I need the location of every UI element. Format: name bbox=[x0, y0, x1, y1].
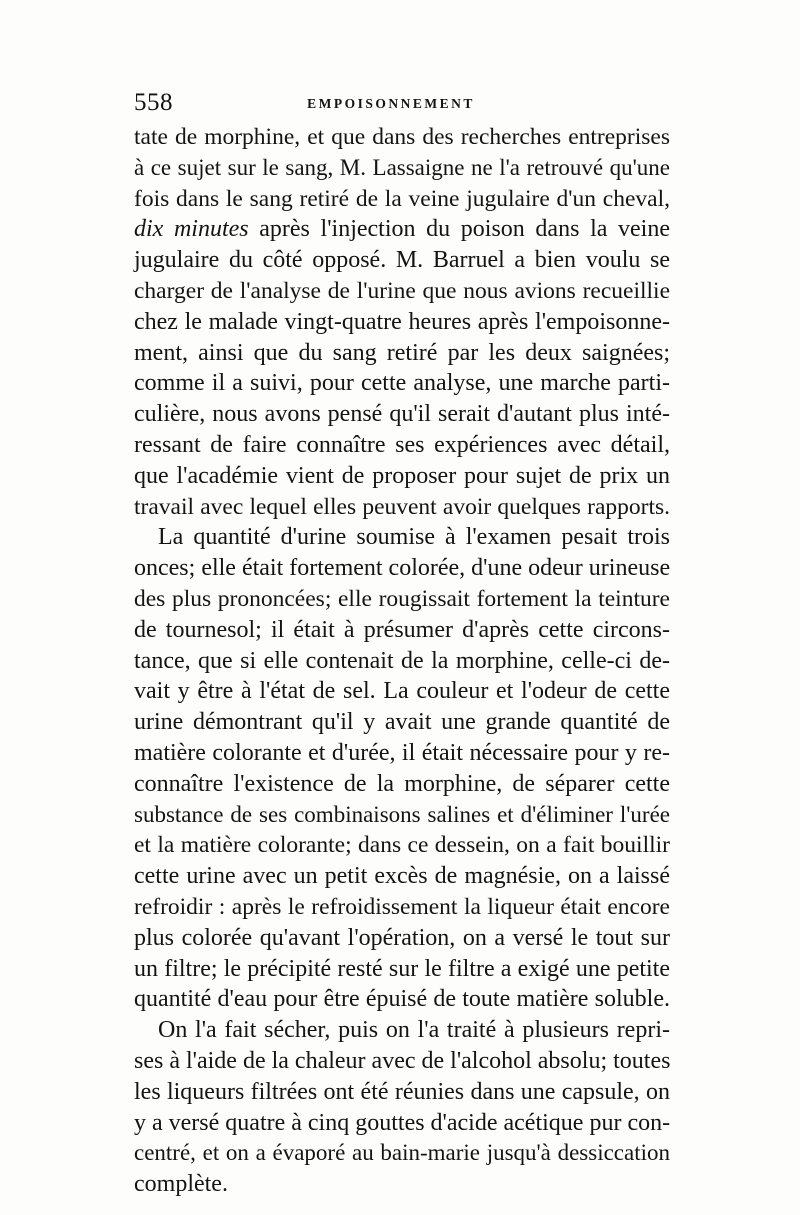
page-number: 558 bbox=[134, 89, 173, 116]
text-line: plus colorée qu'avant l'opération, on a versé le tout sur bbox=[134, 924, 670, 951]
text-line: matière colorante et d'urée, il était nécessaire pour y re- bbox=[134, 739, 670, 766]
text-line: substance de ses combinaisons salines et d'éliminer l'urée bbox=[134, 801, 670, 827]
text-line: à ce sujet sur le sang, M. Lassaigne ne l'a retrouvé qu'une bbox=[134, 154, 670, 180]
text-line: connaître l'existence de la morphine, de séparer cette bbox=[134, 770, 670, 797]
paragraph-2 bbox=[134, 522, 670, 1015]
text-line: urine démontrant qu'il y avait une grande quantité de bbox=[134, 709, 670, 736]
text-line: que l'académie vient de proposer pour sujet de prix un bbox=[134, 462, 670, 489]
text-line: comme il a suivi, pour cette analyse, une marche parti- bbox=[134, 370, 670, 397]
text-line: de tournesol; il était à présumer d'après cette circons- bbox=[134, 616, 670, 643]
text-line: tate de morphine, et que dans des recherches entreprises bbox=[134, 124, 670, 150]
text-line: chez le malade vingt-quatre heures après l'empoisonne- bbox=[134, 308, 670, 335]
text-line: cette urine avec un petit excès de magnésie, on a laissé bbox=[134, 863, 670, 890]
text-line: charger de l'analyse de l'urine que nous avions recueillie bbox=[134, 277, 670, 304]
page-header bbox=[134, 88, 670, 118]
text-line: y a versé quatre à cinq gouttes d'acide acétique pur con- bbox=[134, 1109, 671, 1136]
text-line: jugulaire du côté opposé. M. Barruel a bien voulu se bbox=[134, 247, 670, 274]
text-line: On l'a fait sécher, puis on l'a traité à plusieurs repri- bbox=[158, 1017, 670, 1044]
text-line: centré, et on a évaporé au bain-marie jusqu'à dessiccation bbox=[134, 1140, 670, 1166]
paragraph-1 bbox=[134, 122, 670, 522]
paragraph-3 bbox=[134, 1015, 670, 1200]
text-line: quantité d'eau pour être épuisé de toute matière soluble. bbox=[134, 986, 670, 1013]
running-head: EMPOISONNEMENT bbox=[307, 96, 475, 111]
text-line: refroidir : après le refroidissement la liqueur était encore bbox=[134, 893, 670, 920]
text-line: onces; elle était fortement colorée, d'une odeur urineuse bbox=[134, 555, 671, 582]
line-rest: après l'injection du poison dans la veine bbox=[248, 216, 670, 243]
text-line: complète. bbox=[134, 1171, 228, 1198]
text-line: La quantité d'urine soumise à l'examen pesait trois bbox=[158, 524, 670, 551]
text-line: fois dans le sang retiré de la veine jugulaire d'un cheval, bbox=[134, 185, 670, 212]
text-line: et la matière colorante; dans ce dessein, on a fait bouillir bbox=[134, 832, 670, 859]
text-line bbox=[134, 214, 670, 245]
text-line: un filtre; le précipité resté sur le filtre a exigé une petite bbox=[134, 955, 670, 982]
italic-phrase: dix minutes bbox=[134, 216, 249, 243]
text-line: culière, nous avons pensé qu'il serait d'autant plus inté- bbox=[134, 401, 670, 428]
text-line: tance, que si elle contenait de la morphine, celle-ci de- bbox=[134, 647, 670, 674]
text-line: des plus prononcées; elle rougissait fortement la teinture bbox=[134, 585, 670, 612]
text-line: travail avec lequel elles peuvent avoir quelques rapports. bbox=[134, 493, 670, 520]
text-line: ressant de faire connaître ses expériences avec détail, bbox=[134, 431, 670, 458]
text-line: les liqueurs filtrées ont été réunies dans une capsule, on bbox=[134, 1078, 670, 1105]
text-line: vait y être à l'état de sel. La couleur et l'odeur de cette bbox=[134, 678, 670, 705]
body-text bbox=[134, 122, 670, 1200]
text-line: ses à l'aide de la chaleur avec de l'alcohol absolu; toutes bbox=[134, 1047, 671, 1074]
text-line: ment, ainsi que du sang retiré par les deux saignées; bbox=[134, 339, 670, 366]
